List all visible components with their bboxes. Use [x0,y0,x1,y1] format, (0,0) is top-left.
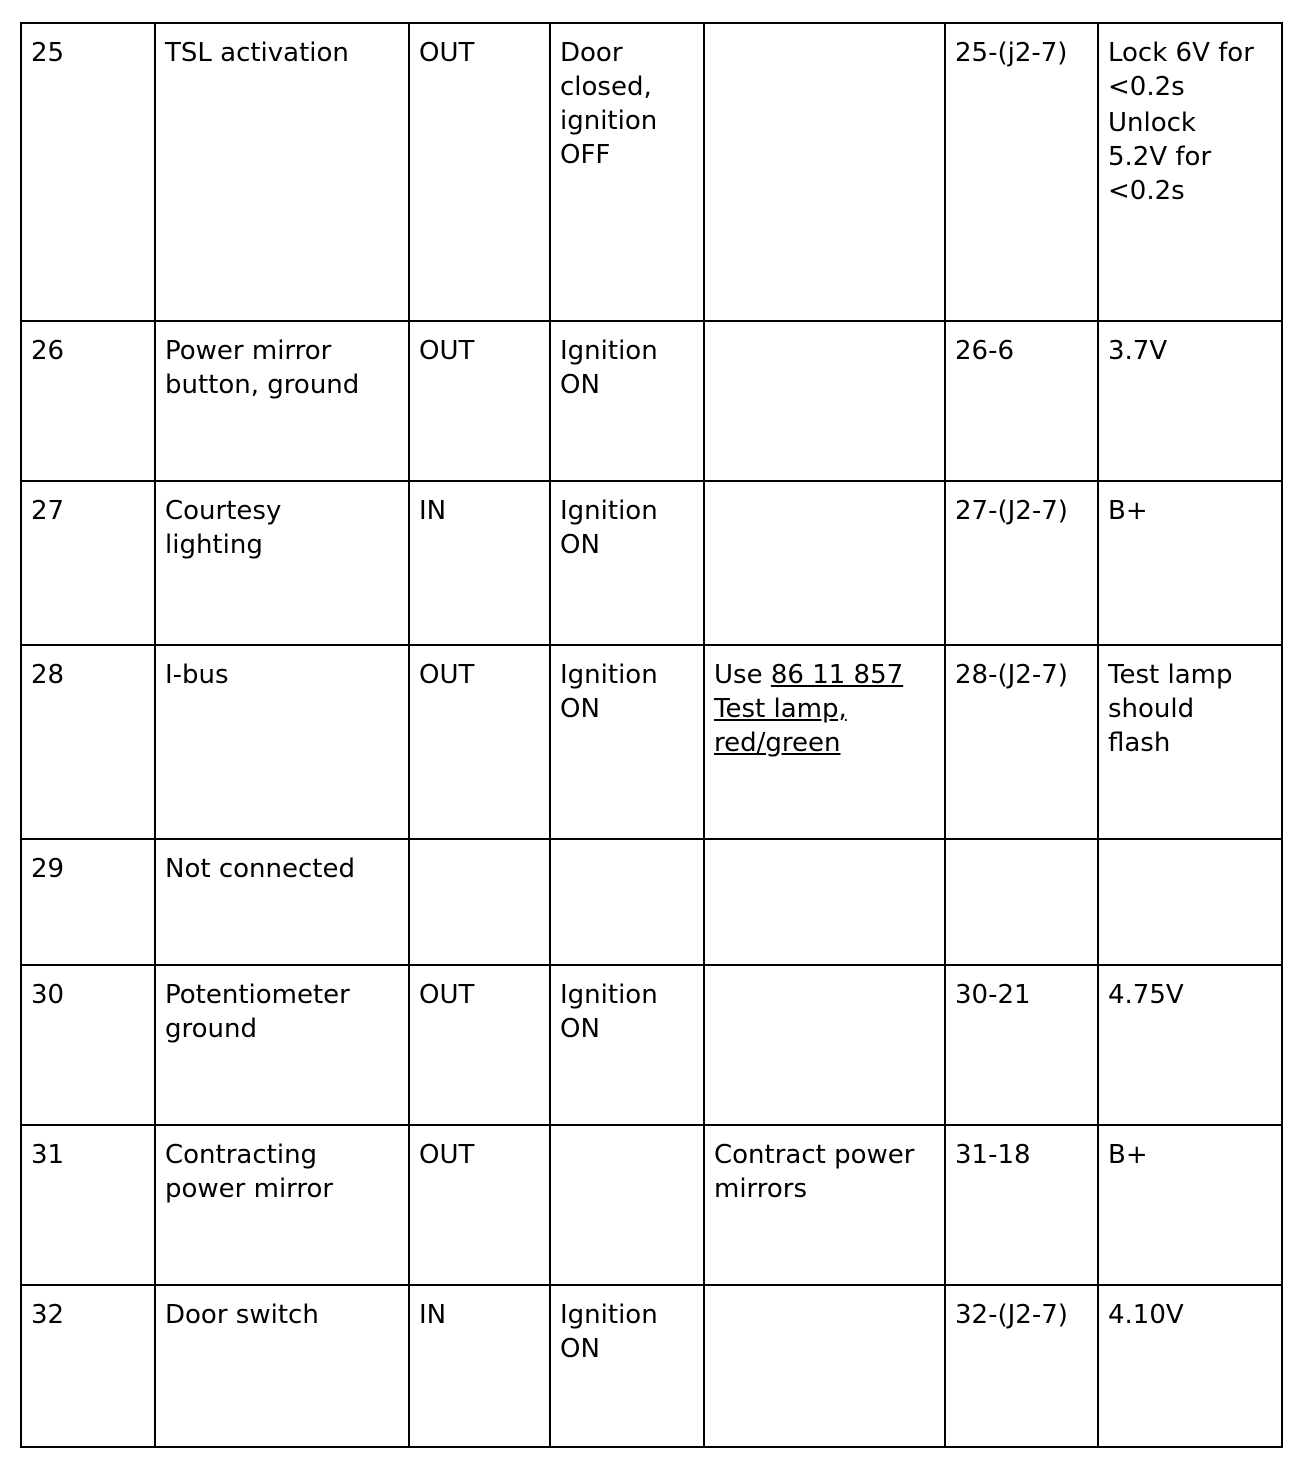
condition-line: closed, [560,72,652,102]
value-line: Unlock [1108,108,1196,138]
condition-line: Door [560,38,623,68]
pin-number: 26 [31,336,65,366]
value-line: <0.2s [1108,72,1185,102]
measure-between: 27-(J2-7) [955,496,1068,526]
note-cell [704,321,945,481]
value-cell [1098,321,1282,481]
pin-number: 25 [31,38,65,68]
direction-cell [409,645,550,839]
value-line: <0.2s [1108,176,1185,206]
note-cell [704,1125,945,1285]
value-line: B+ [1108,496,1148,526]
pin-number-cell [21,839,155,965]
condition-line: Ignition [560,660,658,690]
condition-line: ON [560,530,600,560]
measure-between: 26-6 [955,336,1015,366]
measure-between: 30-21 [955,980,1031,1010]
condition-line: ON [560,1014,600,1044]
value-line: 3.7V [1108,336,1168,366]
note-cell [704,839,945,965]
pin-number: 29 [31,854,65,884]
direction-cell [409,839,550,965]
description-line: power mirror [165,1174,334,1204]
table-row [21,965,1282,1125]
pin-number-cell [21,1125,155,1285]
note-prefix: Use [714,660,771,690]
description-cell [155,965,409,1125]
pin-number-cell [21,1285,155,1447]
value-cell [1098,839,1282,965]
description-line: ground [165,1014,257,1044]
table-row [21,321,1282,481]
pin-table [20,22,1283,1448]
condition-line: ON [560,1334,600,1364]
condition-cell [550,23,704,321]
value-cell [1098,1125,1282,1285]
note-cell [704,481,945,645]
note-cell [704,1285,945,1447]
pin-number-cell [21,321,155,481]
description-line: button, ground [165,370,360,400]
measure-cell [945,1125,1098,1285]
measure-between: 28-(J2-7) [955,660,1068,690]
measure-cell [945,1285,1098,1447]
measure-between: 32-(J2-7) [955,1300,1068,1330]
condition-line: ON [560,370,600,400]
value-line: 5.2V for [1108,142,1212,172]
note-line [714,658,936,692]
measure-cell [945,321,1098,481]
description-line: Potentiometer [165,980,350,1010]
table-row [21,839,1282,965]
measure-cell [945,481,1098,645]
note-line: Contract power [714,1140,915,1170]
measure-cell [945,23,1098,321]
note-cell [704,645,945,839]
value-cell [1098,23,1282,321]
description-line: lighting [165,530,263,560]
measure-between: 31-18 [955,1140,1031,1170]
measure-between: 25-(j2-7) [955,38,1068,68]
direction: OUT [419,980,475,1010]
pin-number-cell [21,481,155,645]
pin-number: 27 [31,496,65,526]
description-line: Contracting [165,1140,318,1170]
condition-line: Ignition [560,1300,658,1330]
description-line: Door switch [165,1300,319,1330]
description-line: TSL activation [165,38,349,68]
direction-cell [409,481,550,645]
value-cell [1098,965,1282,1125]
description-cell [155,23,409,321]
direction: OUT [419,660,475,690]
value-line: flash [1108,728,1171,758]
description-cell [155,481,409,645]
description-cell [155,1285,409,1447]
value-cell [1098,481,1282,645]
condition-cell [550,645,704,839]
value-cell [1098,1285,1282,1447]
condition-line: ON [560,694,600,724]
pin-number: 31 [31,1140,65,1170]
condition-cell [550,481,704,645]
pin-number: 30 [31,980,65,1010]
condition-cell [550,965,704,1125]
note-line: mirrors [714,1174,808,1204]
direction: OUT [419,336,475,366]
table-row [21,481,1282,645]
description-line: Courtesy [165,496,282,526]
condition-line: Ignition [560,496,658,526]
condition-line: Ignition [560,980,658,1010]
direction-cell [409,1285,550,1447]
value-line: B+ [1108,1140,1148,1170]
direction-cell [409,1125,550,1285]
value-line: 4.75V [1108,980,1184,1010]
direction-cell [409,965,550,1125]
condition-line: OFF [560,140,611,170]
description-cell [155,1125,409,1285]
table-row [21,23,1282,321]
value-line: Lock 6V for [1108,38,1254,68]
pin-number-cell [21,23,155,321]
condition-cell [550,321,704,481]
condition-cell [550,1125,704,1285]
description-cell [155,839,409,965]
pin-number: 32 [31,1300,65,1330]
description-line: Not connected [165,854,355,884]
description-line: Power mirror [165,336,332,366]
condition-cell [550,839,704,965]
value-line: 4.10V [1108,1300,1184,1330]
table-row [21,1285,1282,1447]
value-line: should [1108,694,1195,724]
direction: IN [419,1300,447,1330]
direction-cell [409,321,550,481]
measure-cell [945,839,1098,965]
note-cell [704,965,945,1125]
direction: OUT [419,1140,475,1170]
direction-cell [409,23,550,321]
table-row [21,1125,1282,1285]
measure-cell [945,965,1098,1125]
value-cell [1098,645,1282,839]
value-line: Test lamp [1108,660,1233,690]
tool-link[interactable]: red/green [714,728,841,758]
tool-link[interactable]: 86 11 857 [770,660,904,690]
direction: IN [419,496,447,526]
tool-link[interactable]: Test lamp, [714,694,847,724]
measure-cell [945,645,1098,839]
condition-line: ignition [560,106,658,136]
pin-number-cell [21,645,155,839]
table-row [21,645,1282,839]
direction: OUT [419,38,475,68]
description-line: I-bus [165,660,229,690]
note-cell [704,23,945,321]
condition-cell [550,1285,704,1447]
pin-number: 28 [31,660,65,690]
condition-line: Ignition [560,336,658,366]
pin-number-cell [21,965,155,1125]
description-cell [155,645,409,839]
description-cell [155,321,409,481]
